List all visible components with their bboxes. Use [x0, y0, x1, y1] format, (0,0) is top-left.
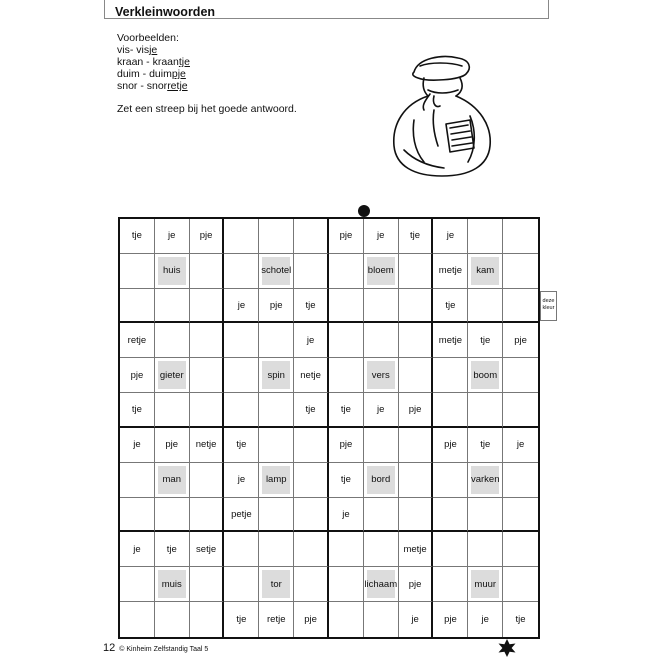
grid-cell[interactable]: je — [468, 602, 503, 637]
grid-cell[interactable]: tor — [259, 567, 294, 602]
grid-cell[interactable]: je — [294, 323, 329, 358]
grid-cell[interactable] — [329, 358, 364, 393]
grid-cell[interactable]: pje — [329, 219, 364, 254]
examples-block — [117, 32, 190, 92]
grid-cell[interactable] — [433, 532, 468, 567]
grid-cell[interactable] — [364, 498, 399, 533]
grid-cell[interactable] — [224, 254, 259, 289]
grid-cell[interactable] — [190, 289, 225, 324]
grid-cell[interactable]: pje — [433, 428, 468, 463]
grid-cell[interactable] — [120, 254, 155, 289]
grid-cell[interactable] — [224, 567, 259, 602]
example-line: kraan - kraantje — [117, 56, 190, 68]
grid-cell[interactable]: muur — [468, 567, 503, 602]
grid-cell[interactable] — [399, 498, 434, 533]
grid-cell[interactable] — [468, 289, 503, 324]
grid-cell[interactable] — [503, 567, 538, 602]
grid-cell[interactable]: pje — [259, 289, 294, 324]
footer-credit: © Kinheim Zelfstandig Taal 5 — [119, 646, 209, 653]
grid-cell[interactable]: netje — [294, 358, 329, 393]
grid-cell[interactable] — [155, 323, 190, 358]
grid-cell[interactable] — [224, 393, 259, 428]
grid-cell[interactable] — [433, 393, 468, 428]
grid-cell[interactable] — [433, 498, 468, 533]
page-number: 12 — [103, 642, 116, 654]
grid-cell[interactable]: je — [224, 289, 259, 324]
grid-cell[interactable] — [190, 393, 225, 428]
grid-cell[interactable] — [433, 567, 468, 602]
grid-cell[interactable] — [503, 498, 538, 533]
grid-cell[interactable] — [259, 532, 294, 567]
grid-cell[interactable] — [503, 532, 538, 567]
footer — [103, 642, 208, 654]
grid-cell[interactable] — [224, 323, 259, 358]
grid-cell[interactable]: petje — [224, 498, 259, 533]
grid-cell[interactable] — [294, 463, 329, 498]
grid-cell[interactable]: bloem — [364, 254, 399, 289]
grid-cell[interactable]: je — [399, 602, 434, 637]
grid-cell[interactable] — [399, 358, 434, 393]
grid-cell[interactable] — [190, 463, 225, 498]
grid-cell[interactable]: metje — [399, 532, 434, 567]
grid-cell[interactable]: tje — [294, 289, 329, 324]
grid-cell[interactable] — [294, 567, 329, 602]
grid-cell[interactable] — [259, 428, 294, 463]
grid-cell[interactable] — [468, 393, 503, 428]
grid-cell[interactable] — [364, 289, 399, 324]
grid-cell[interactable] — [259, 219, 294, 254]
grid-cell[interactable] — [259, 393, 294, 428]
grid-cell[interactable]: je — [364, 393, 399, 428]
grid-cell[interactable] — [329, 532, 364, 567]
grid-cell[interactable] — [399, 289, 434, 324]
grid-cell[interactable] — [259, 323, 294, 358]
grid-cell[interactable] — [329, 567, 364, 602]
grid-cell[interactable] — [190, 323, 225, 358]
grid-cell[interactable]: tje — [468, 428, 503, 463]
grid-cell[interactable]: tje — [433, 289, 468, 324]
grid-cell[interactable]: setje — [190, 532, 225, 567]
sack-illustration — [384, 50, 500, 182]
grid-cell[interactable]: je — [224, 463, 259, 498]
grid-cell[interactable] — [503, 393, 538, 428]
grid-cell[interactable]: tje — [224, 428, 259, 463]
grid-cell[interactable]: pje — [433, 602, 468, 637]
grid-cell[interactable] — [120, 463, 155, 498]
grid-cell[interactable]: tje — [399, 219, 434, 254]
color-legend-label: deze kleur — [542, 298, 555, 311]
grid-cell[interactable] — [155, 393, 190, 428]
grid-cell[interactable]: huis — [155, 254, 190, 289]
example-line: snor - snorretje — [117, 80, 188, 92]
grid-cell[interactable] — [120, 498, 155, 533]
grid-cell[interactable] — [364, 428, 399, 463]
grid-cell[interactable]: je — [120, 532, 155, 567]
sudoku-grid — [118, 217, 540, 639]
grid-cell[interactable] — [503, 219, 538, 254]
color-legend-box — [540, 291, 557, 321]
grid-cell[interactable]: je — [364, 219, 399, 254]
grid-cell[interactable] — [468, 532, 503, 567]
grid-cell[interactable] — [294, 532, 329, 567]
examples-heading: Voorbeelden: — [117, 32, 179, 44]
grid-cell[interactable]: pje — [120, 358, 155, 393]
grid-cell[interactable]: tje — [468, 323, 503, 358]
grid-cell[interactable]: tje — [329, 463, 364, 498]
grid-cell[interactable] — [364, 323, 399, 358]
grid-cell[interactable] — [294, 498, 329, 533]
grid-cell[interactable] — [190, 358, 225, 393]
grid-cell[interactable] — [259, 498, 294, 533]
grid-cell[interactable] — [190, 498, 225, 533]
grid-cell[interactable]: tje — [329, 393, 364, 428]
grid-cell[interactable]: retje — [120, 323, 155, 358]
grid-cell[interactable]: pje — [155, 428, 190, 463]
grid-cell[interactable] — [399, 463, 434, 498]
grid-cell[interactable] — [468, 498, 503, 533]
grid-cell[interactable]: pje — [399, 567, 434, 602]
grid-cell[interactable] — [503, 463, 538, 498]
grid-cell[interactable]: tje — [120, 393, 155, 428]
grid-cell[interactable]: retje — [259, 602, 294, 637]
grid-cell[interactable] — [399, 323, 434, 358]
grid-cell[interactable]: bord — [364, 463, 399, 498]
grid-cell[interactable] — [433, 358, 468, 393]
grid-cell[interactable]: tje — [224, 602, 259, 637]
grid-cell[interactable] — [120, 289, 155, 324]
grid-cell[interactable]: netje — [190, 428, 225, 463]
grid-cell[interactable]: pje — [329, 428, 364, 463]
task-instruction: Zet een streep bij het goede antwoord. — [117, 103, 297, 115]
grid-cell[interactable] — [503, 289, 538, 324]
grid-cell[interactable] — [155, 602, 190, 637]
grid-cell[interactable] — [294, 428, 329, 463]
grid-cell[interactable]: metje — [433, 254, 468, 289]
grid-cell[interactable]: je — [155, 219, 190, 254]
grid-cell[interactable] — [294, 219, 329, 254]
example-line: duim - duimpje — [117, 68, 186, 80]
grid-cell[interactable] — [503, 358, 538, 393]
grid-cell[interactable] — [190, 602, 225, 637]
grid-cell[interactable] — [433, 463, 468, 498]
grid-cell[interactable] — [190, 567, 225, 602]
grid-cell[interactable] — [224, 358, 259, 393]
grid-cell[interactable]: muis — [155, 567, 190, 602]
grid-cell[interactable] — [329, 254, 364, 289]
grid-cell[interactable] — [224, 532, 259, 567]
grid-cell[interactable]: tje — [515, 614, 526, 626]
grid-cell[interactable] — [224, 219, 259, 254]
grid-cell[interactable] — [190, 254, 225, 289]
grid-cell[interactable]: je — [433, 219, 468, 254]
grid-cell[interactable] — [294, 254, 329, 289]
grid-cell[interactable]: tje — [294, 393, 329, 428]
grid-cell[interactable]: pje — [503, 323, 538, 358]
grid-cell[interactable]: kam — [468, 254, 503, 289]
grid-cell[interactable]: pje — [294, 602, 329, 637]
grid-cell[interactable]: lamp — [259, 463, 294, 498]
star-icon — [497, 638, 517, 658]
grid-cell[interactable]: gieter — [155, 358, 190, 393]
grid-cell[interactable] — [364, 532, 399, 567]
grid-cell[interactable]: je — [120, 428, 155, 463]
grid-cell[interactable] — [120, 567, 155, 602]
example-line: vis- visje — [117, 44, 158, 56]
grid-cell[interactable] — [468, 219, 503, 254]
grid-cell[interactable]: tje — [155, 532, 190, 567]
grid-cell[interactable] — [155, 498, 190, 533]
grid-cell[interactable]: tje — [120, 219, 155, 254]
grid-cell[interactable]: pje — [190, 219, 225, 254]
grid-cell[interactable]: schotel — [259, 254, 294, 289]
grid-cell[interactable]: pje — [399, 393, 434, 428]
grid-cell[interactable] — [329, 289, 364, 324]
grid-cell[interactable]: vers — [364, 358, 399, 393]
grid-cell[interactable] — [503, 254, 538, 289]
grid-cell[interactable]: lichaam — [364, 567, 399, 602]
grid-cell[interactable]: boom — [468, 358, 503, 393]
grid-cell[interactable] — [399, 254, 434, 289]
grid-cell[interactable] — [399, 428, 434, 463]
grid-cell[interactable]: je — [503, 428, 538, 463]
grid-cell[interactable]: varken — [468, 463, 503, 498]
grid-cell[interactable] — [155, 289, 190, 324]
marker-dot — [358, 205, 370, 217]
page-title: Verkleinwoorden — [115, 5, 216, 19]
grid-cell[interactable]: metje — [433, 323, 468, 358]
grid-cell[interactable]: je — [329, 498, 364, 533]
grid-cell[interactable]: man — [155, 463, 190, 498]
grid-cell[interactable] — [329, 602, 364, 637]
grid-cell[interactable] — [364, 602, 399, 637]
grid-cell[interactable] — [120, 602, 155, 637]
grid-cell[interactable]: spin — [259, 358, 294, 393]
grid-cell[interactable] — [329, 323, 364, 358]
